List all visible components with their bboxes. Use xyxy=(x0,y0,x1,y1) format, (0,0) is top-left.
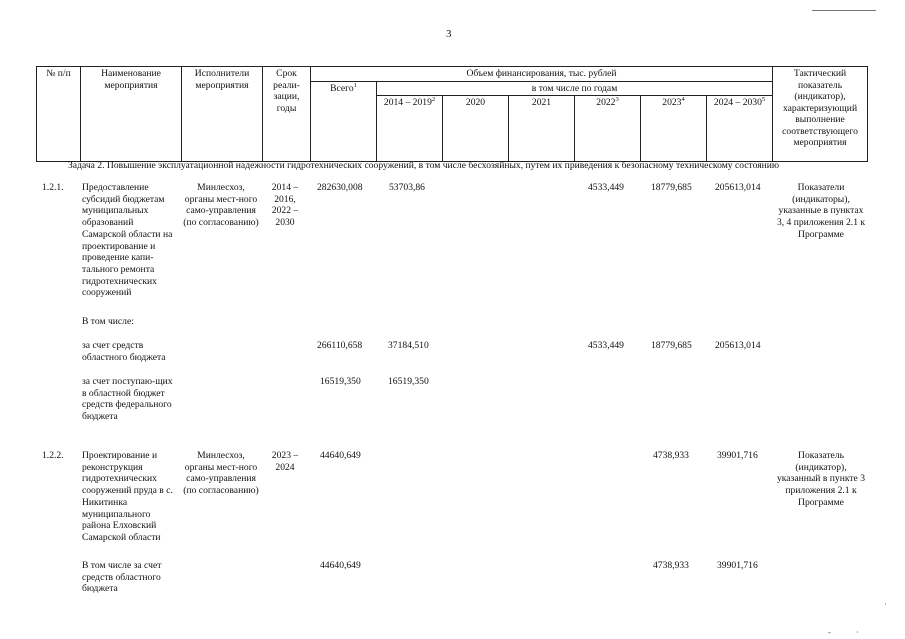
row-2-total: 266110,658 xyxy=(317,340,363,351)
page-number: 3 xyxy=(446,28,452,40)
header-name: Наименование мероприятия xyxy=(81,67,182,162)
row-4-y2024-2030: 39901,716 xyxy=(717,450,758,461)
header-year-2024-2030: 2024 – 2030$^5$ xyxy=(707,96,773,162)
table-header xyxy=(36,66,868,162)
header-year-2020: 2020 xyxy=(443,96,509,162)
row-5-y2023: 4738,933 xyxy=(653,560,689,571)
row-2-name: за счет средств областного бюджета xyxy=(82,340,166,363)
row-1-y2022: 4533,449 xyxy=(588,182,624,193)
scan-speck: · xyxy=(856,628,859,637)
row-2-y2022: 4533,449 xyxy=(588,340,624,351)
row-3-name: за счет поступаю-щих в областной бюджет средств федерального бюджета xyxy=(82,376,173,423)
header-no: № п/п xyxy=(37,67,81,162)
row-1-no: 1.2.1. xyxy=(42,182,64,193)
row-1-y2014-2019: 53703,86 xyxy=(389,182,425,193)
row-1-y2023: 18779,685 xyxy=(651,182,692,193)
row-4-name: Проектирование и реконструкция гидротехнических сооружений пруда в с. Никитинка муниципального района Елховский Самарской области xyxy=(82,450,173,543)
row-2-y2023: 18779,685 xyxy=(651,340,692,351)
row-2-y2024-2030: 205613,014 xyxy=(715,340,761,351)
row-5-total: 44640,649 xyxy=(320,560,361,571)
header-indicator: Тактический показатель (индикатор), характеризующий выполнение соответствующего мероприятия xyxy=(773,67,868,162)
top-rule xyxy=(812,10,876,11)
header-funding: Объем финансирования, тыс. рублей xyxy=(311,67,773,82)
row-including-label: В том числе: xyxy=(82,316,134,327)
header-term: Срок реали-зации, годы xyxy=(263,67,311,162)
row-2-y2014-2019: 37184,510 xyxy=(388,340,429,351)
header-total: Всего$^1$ xyxy=(311,81,377,162)
row-1-total: 282630,008 xyxy=(317,182,363,193)
header-year-2021: 2021 xyxy=(509,96,575,162)
row-3-total: 16519,350 xyxy=(320,376,361,387)
row-4-indicator: Показатель (индикатор), указанный в пункте 3 приложения 2.1 к Программе xyxy=(776,450,866,508)
scan-speck: - xyxy=(828,628,831,637)
row-4-term: 2023 – 2024 xyxy=(271,450,299,473)
scan-speck: · xyxy=(884,600,887,609)
task-heading: Задача 2. Повышение эксплуатационной надежности гидротехнических сооружений, в том числе бесхозяйных, путем их приведения к безопасному техническому состоянию xyxy=(68,160,780,171)
row-1-indicator: Показатели (индикаторы), указанные в пунктах 3, 4 приложения 2.1 к Программе xyxy=(776,182,866,240)
row-1-term: 2014 – 2016, 2022 – 2030 xyxy=(271,182,299,229)
header-year-2023: 2023$^4$ xyxy=(641,96,707,162)
row-4-total: 44640,649 xyxy=(320,450,361,461)
row-5-name: В том числе за счет средств областного бюджета xyxy=(82,560,162,595)
row-5-y2024-2030: 39901,716 xyxy=(717,560,758,571)
row-4-y2023: 4738,933 xyxy=(653,450,689,461)
header-executors: Исполнители мероприятия xyxy=(182,67,263,162)
row-3-y2014-2019: 16519,350 xyxy=(388,376,429,387)
header-year-2022: 2022$^3$ xyxy=(575,96,641,162)
row-4-no: 1.2.2. xyxy=(42,450,64,461)
row-1-name: Предоставление субсидий бюджетам муниципальных образований Самарской области на проектирование и проведение капи-тального ремонта гидротехнических сооружений xyxy=(82,182,173,299)
row-4-executors: Минлесхоз, органы мест-ного само-управления (по согласованию) xyxy=(183,450,259,497)
header-by-years: в том числе по годам xyxy=(377,81,773,96)
header-year-2014-2019: 2014 – 2019$^2$ xyxy=(377,96,443,162)
row-1-y2024-2030: 205613,014 xyxy=(715,182,761,193)
row-1-executors: Минлесхоз, органы мест-ного само-управления (по согласованию) xyxy=(183,182,259,229)
